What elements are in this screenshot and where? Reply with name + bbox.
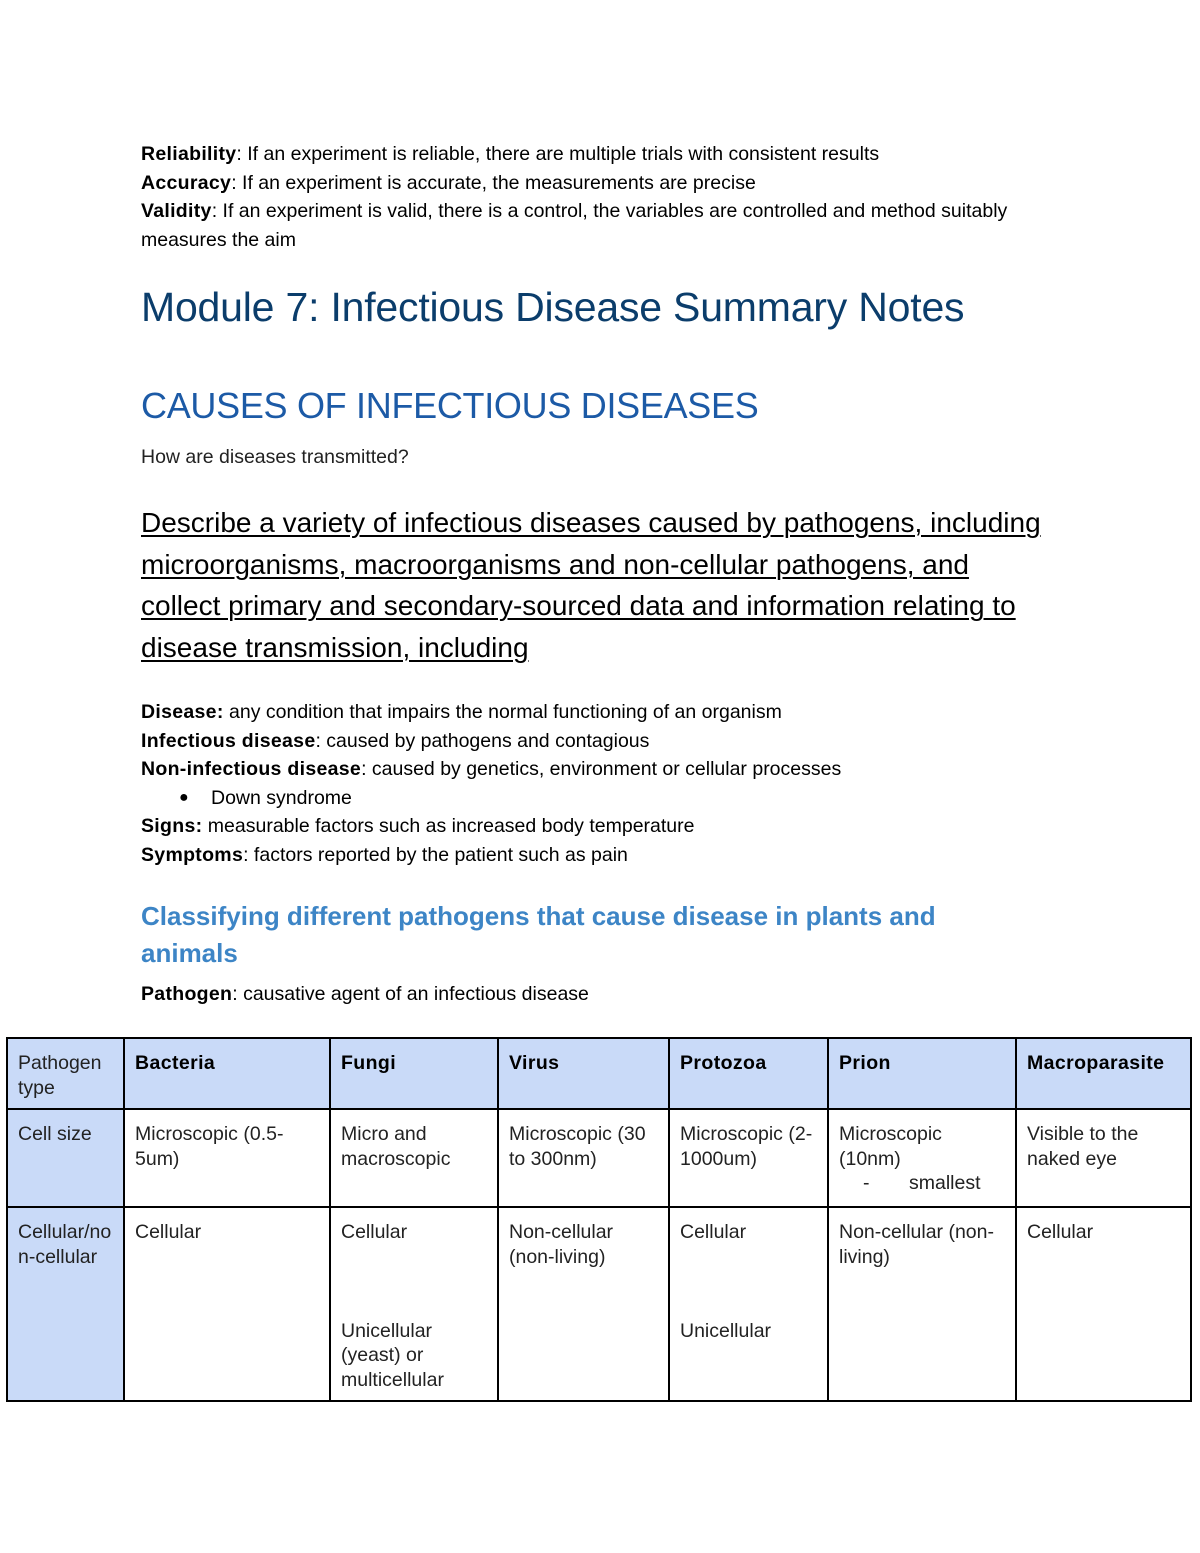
term-reliability: Reliability xyxy=(141,143,237,165)
classifying-subheading: Classifying different pathogens that cause disease in plants and animals xyxy=(141,901,936,968)
definition-pathogen xyxy=(141,980,589,1009)
cell-size-prion xyxy=(828,1109,1016,1207)
cellular-prion: Non-cellular (non-living) xyxy=(828,1207,1016,1401)
cellular-bacteria: Cellular xyxy=(124,1207,330,1401)
header-macroparasite: Macroparasite xyxy=(1016,1038,1191,1109)
inquiry-question: How are diseases transmitted? xyxy=(141,446,409,468)
protozoa-extra: Unicellular xyxy=(680,1319,772,1342)
cell-size-protozoa: Microscopic (2-1000um) xyxy=(669,1109,828,1207)
prion-note: - smallest xyxy=(863,1172,981,1194)
cell-size-fungi: Micro and macroscopic xyxy=(330,1109,498,1207)
cellular-virus: Non-cellular (non-living) xyxy=(498,1207,669,1401)
pathogen-table xyxy=(6,1037,1192,1402)
text-infectious: : caused by pathogens and contagious xyxy=(315,729,650,752)
cell-size-virus: Microscopic (30 to 300nm) xyxy=(498,1109,669,1207)
term-infectious: Infectious disease xyxy=(141,729,316,752)
cellular-protozoa: Cellular Unicellular xyxy=(669,1207,828,1401)
text-reliability: : If an experiment is reliable, there are multiple trials with consistent results xyxy=(236,143,880,165)
text-disease: any condition that impairs the normal functioning of an organism xyxy=(223,701,782,723)
intro-definitions xyxy=(141,140,1061,254)
fungi-extra: Unicellular (yeast) or multicellular xyxy=(341,1319,444,1391)
text-accuracy: : If an experiment is accurate, the measurements are precise xyxy=(231,171,756,194)
table-header-row xyxy=(7,1038,1191,1109)
term-validity: Validity xyxy=(141,200,212,222)
disease-definitions xyxy=(141,698,1061,869)
section-title: CAUSES OF INFECTIOUS DISEASES xyxy=(141,385,759,426)
definition-accuracy xyxy=(141,169,1061,198)
cellular-fungi: Cellular Unicellular (yeast) or multicellular xyxy=(330,1207,498,1401)
definition-non-infectious xyxy=(141,755,1061,784)
prion-size: Microscopic (10nm) xyxy=(839,1123,942,1170)
text-non-infectious: : caused by genetics, environment or cellular processes xyxy=(361,758,842,780)
bullet-icon: ● xyxy=(179,788,189,806)
header-pathogen-type: Pathogen type xyxy=(7,1038,124,1109)
text-pathogen: : causative agent of an infectious disease xyxy=(232,983,589,1005)
text-symptoms: : factors reported by the patient such as pain xyxy=(243,843,628,866)
definition-infectious xyxy=(141,727,1061,756)
term-pathogen: Pathogen xyxy=(141,983,233,1005)
header-prion: Prion xyxy=(828,1038,1016,1109)
table-row-cellular xyxy=(7,1207,1191,1401)
text-validity: : If an experiment is valid, there is a control, the variables are controlled and method suitably measures the aim xyxy=(141,200,1008,251)
header-bacteria: Bacteria xyxy=(124,1038,330,1109)
term-disease: Disease: xyxy=(141,701,224,723)
definition-validity xyxy=(141,197,1041,254)
definition-reliability xyxy=(141,140,1061,169)
row-label-cell-size: Cell size xyxy=(7,1109,124,1207)
cell-size-bacteria: Microscopic (0.5-5um) xyxy=(124,1109,330,1207)
text-signs: measurable factors such as increased body temperature xyxy=(202,815,695,837)
term-signs: Signs: xyxy=(141,815,203,837)
cell-size-macroparasite: Visible to the naked eye xyxy=(1016,1109,1191,1207)
header-protozoa: Protozoa xyxy=(669,1038,828,1109)
syllabus-dotpoint: Describe a variety of infectious diseases caused by pathogens, including microorganisms, macroorganisms and non-cellular pathogens, and collect primary and secondary-sourced data and information relating to disease transmission, including xyxy=(141,507,1041,663)
header-fungi: Fungi xyxy=(330,1038,498,1109)
list-item xyxy=(141,784,1061,813)
cellular-macroparasite: Cellular xyxy=(1016,1207,1191,1401)
header-virus: Virus xyxy=(498,1038,669,1109)
term-accuracy: Accuracy xyxy=(141,171,232,194)
definition-symptoms xyxy=(141,841,1061,870)
term-symptoms: Symptoms xyxy=(141,843,244,866)
row-label-cellular: Cellular/non-cellular xyxy=(7,1207,124,1401)
table-row-cell-size xyxy=(7,1109,1191,1207)
definition-signs xyxy=(141,812,1061,841)
non-infectious-example: Down syndrome xyxy=(211,786,352,809)
term-non-infectious: Non-infectious disease xyxy=(141,758,362,780)
definition-disease xyxy=(141,698,1061,727)
module-title: Module 7: Infectious Disease Summary Notes xyxy=(141,284,965,330)
